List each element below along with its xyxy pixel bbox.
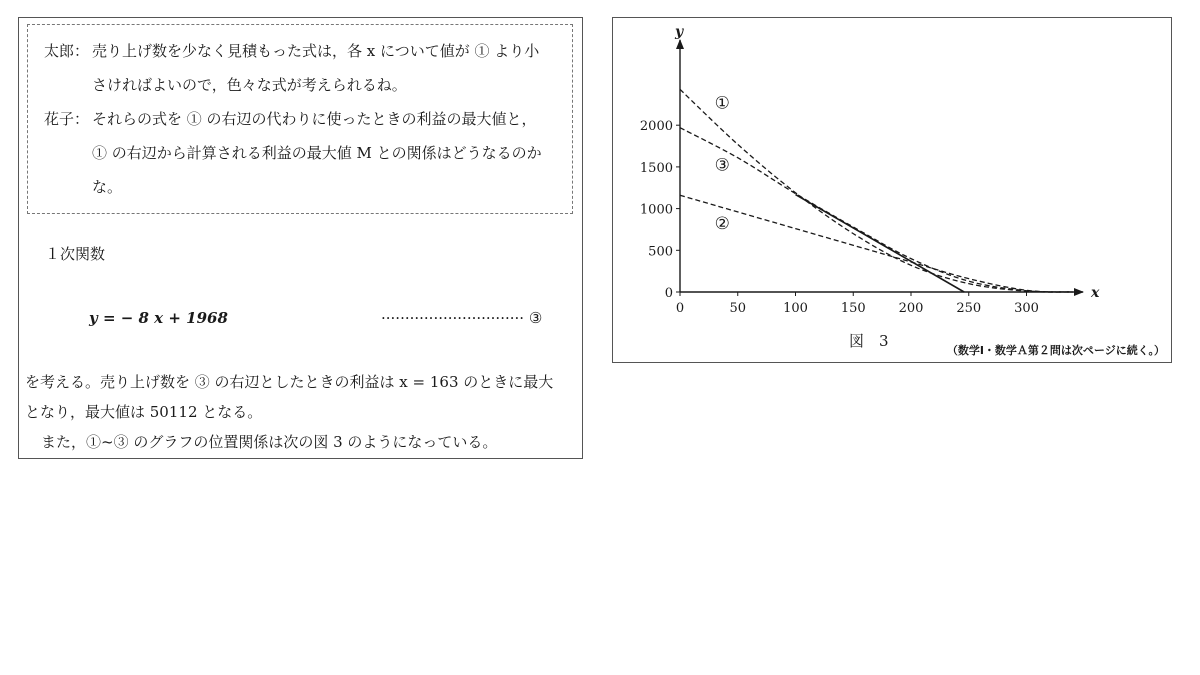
- figure-3-chart: [613, 18, 1171, 318]
- series-line-1: [680, 89, 1073, 292]
- taro-line-1: [44, 41, 539, 61]
- x-tick-label: 0: [675, 301, 685, 316]
- x-tick-label: 150: [840, 301, 866, 316]
- section-heading: １次関数: [45, 245, 106, 263]
- y-tick-label: 2000: [639, 119, 673, 135]
- figure-caption: 図 3: [849, 332, 889, 350]
- figure-panel: [612, 17, 1172, 363]
- hanako-text-1: それらの式を ① の右辺の代わりに使ったときの利益の最大値と，: [92, 110, 537, 128]
- y-tick-label: 1500: [639, 160, 673, 176]
- x-tick-label: 300: [1014, 301, 1039, 316]
- paragraph-1-line-1: を考える。売り上げ数を ③ の右辺としたときの利益は x = 163 のときに最大: [25, 373, 554, 391]
- y-tick-label: 0: [664, 286, 673, 301]
- curve-label-2: ③: [714, 155, 730, 176]
- x-tick-label: 50: [729, 301, 747, 316]
- y-tick-label: 500: [648, 244, 673, 260]
- x-tick-label: 100: [783, 301, 808, 316]
- continuation-note: （数学Ⅰ・数学Ａ第２問は次ページに続く。）: [946, 344, 1165, 357]
- equation: [89, 308, 228, 328]
- curve-label-1: ①: [714, 93, 730, 114]
- equation-dots: ······························: [381, 309, 525, 327]
- series-line-3: [680, 195, 1073, 292]
- taro-line-2: さければよいので，色々な式が考えられるね。: [92, 76, 407, 94]
- hanako-line-2: ① の右辺から計算される利益の最大値 M との関係はどうなるのか: [92, 144, 542, 162]
- series-line-2: [680, 128, 1073, 292]
- x-tick-label: 250: [956, 301, 982, 316]
- taro-text-1: 売り上げ数を少なく見積もった式は，各 x について値が ① より小: [92, 42, 540, 60]
- curve-label-3: ②: [714, 213, 730, 234]
- y-tick-label: 1000: [639, 202, 673, 218]
- problem-text-panel: [18, 17, 583, 459]
- speaker-taro: 太郎：: [44, 42, 90, 60]
- series-line-4: [796, 195, 965, 292]
- dialogue-box: [27, 24, 573, 214]
- hanako-line-1: [44, 109, 537, 129]
- hanako-line-3: な。: [92, 178, 123, 196]
- x-tick-label: 200: [898, 301, 924, 316]
- speaker-hanako: 花子：: [44, 110, 90, 128]
- y-axis-label: y: [675, 24, 684, 40]
- x-axis-label: x: [1091, 285, 1100, 301]
- paragraph-1-line-2: となり，最大値は 50112 となる。: [25, 403, 263, 421]
- paragraph-2: また，①~③ のグラフの位置関係は次の図 3 のようになっている。: [41, 433, 498, 451]
- equation-label: ③: [528, 309, 543, 327]
- equation-text: y = − 8 x + 1968: [89, 309, 228, 327]
- equation-leader: [381, 308, 542, 328]
